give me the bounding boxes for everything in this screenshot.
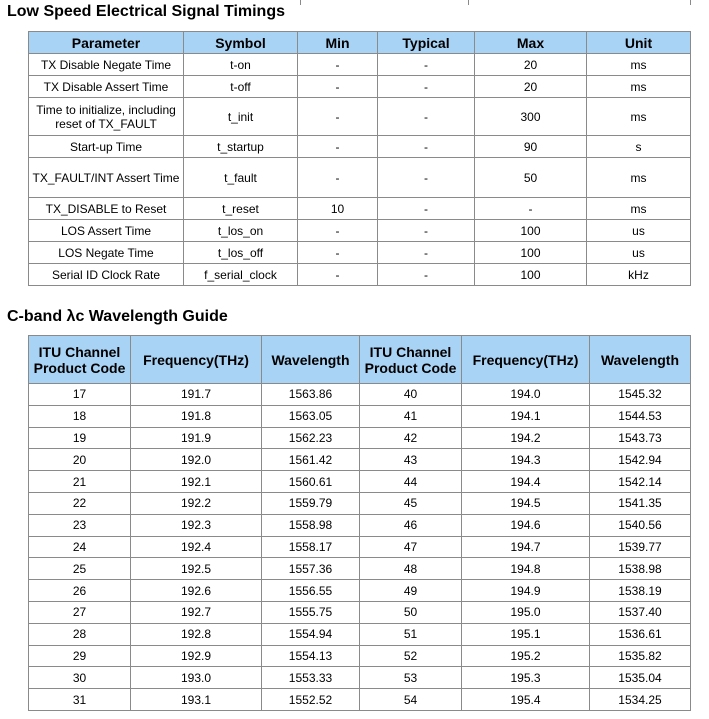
table-cell: 41: [360, 405, 462, 427]
table-cell: t_reset: [184, 198, 298, 220]
table-cell: -: [378, 136, 475, 158]
table-cell: 26: [29, 580, 131, 602]
table-cell: -: [298, 136, 378, 158]
table-cell: -: [298, 76, 378, 98]
table-cell: 194.3: [462, 449, 590, 471]
table-cell: 25: [29, 558, 131, 580]
table-cell: LOS Negate Time: [29, 242, 184, 264]
table-cell: 191.7: [131, 384, 262, 406]
table-cell: 47: [360, 536, 462, 558]
table-cell: 100: [475, 220, 587, 242]
column-header: ITU Channel Product Code: [360, 336, 462, 384]
table-cell: 49: [360, 580, 462, 602]
table-cell: f_serial_clock: [184, 264, 298, 286]
table-cell: ms: [587, 98, 691, 136]
table-row: [29, 264, 691, 286]
table-cell: 194.6: [462, 514, 590, 536]
table-cell: 1554.13: [262, 645, 360, 667]
table-cell: 1561.42: [262, 449, 360, 471]
table-cell: -: [378, 220, 475, 242]
table-cell: kHz: [587, 264, 691, 286]
table-cell: 19: [29, 427, 131, 449]
timings-table: [28, 31, 691, 286]
table-cell: 27: [29, 601, 131, 623]
table-cell: 1557.36: [262, 558, 360, 580]
table-cell: 23: [29, 514, 131, 536]
table-cell: 300: [475, 98, 587, 136]
table-cell: 192.5: [131, 558, 262, 580]
table-cell: -: [298, 98, 378, 136]
table-row: [29, 645, 691, 667]
column-header: Symbol: [184, 32, 298, 54]
table-cell: 195.3: [462, 667, 590, 689]
table-row: [29, 427, 691, 449]
table-cell: 31: [29, 689, 131, 711]
column-header: ITU Channel Product Code: [29, 336, 131, 384]
table-cell: 54: [360, 689, 462, 711]
table-row: [29, 689, 691, 711]
table-cell: 192.6: [131, 580, 262, 602]
grid-mark: [690, 0, 691, 5]
table-cell: 192.1: [131, 471, 262, 493]
table-cell: 191.9: [131, 427, 262, 449]
table-cell: 1545.32: [590, 384, 691, 406]
table-cell: TX_FAULT/INT Assert Time: [29, 158, 184, 198]
table-cell: -: [378, 98, 475, 136]
table-cell: 46: [360, 514, 462, 536]
table-cell: 45: [360, 492, 462, 514]
table-cell: 1554.94: [262, 623, 360, 645]
table-cell: 192.9: [131, 645, 262, 667]
table-cell: 194.9: [462, 580, 590, 602]
table-cell: -: [298, 264, 378, 286]
table-cell: Start-up Time: [29, 136, 184, 158]
table-row: [29, 580, 691, 602]
table-cell: 1559.79: [262, 492, 360, 514]
table-row: [29, 158, 691, 198]
table-cell: 193.0: [131, 667, 262, 689]
table-cell: 30: [29, 667, 131, 689]
table-cell: TX Disable Assert Time: [29, 76, 184, 98]
table-row: [29, 405, 691, 427]
table-cell: 1543.73: [590, 427, 691, 449]
table-cell: -: [298, 158, 378, 198]
table-cell: t-off: [184, 76, 298, 98]
table-cell: 192.2: [131, 492, 262, 514]
column-header: Unit: [587, 32, 691, 54]
table-cell: 1544.53: [590, 405, 691, 427]
table-cell: -: [298, 220, 378, 242]
table-cell: 20: [475, 76, 587, 98]
table-cell: 195.2: [462, 645, 590, 667]
timings-header-row: [29, 32, 691, 54]
table-cell: 1563.86: [262, 384, 360, 406]
section-title-timings: Low Speed Electrical Signal Timings: [7, 3, 285, 20]
table-cell: s: [587, 136, 691, 158]
table-cell: 90: [475, 136, 587, 158]
table-row: [29, 449, 691, 471]
table-cell: -: [475, 198, 587, 220]
table-cell: 1555.75: [262, 601, 360, 623]
table-row: [29, 136, 691, 158]
table-cell: 17: [29, 384, 131, 406]
table-cell: 192.0: [131, 449, 262, 471]
grid-mark: [300, 0, 301, 5]
table-row: [29, 242, 691, 264]
table-row: [29, 98, 691, 136]
table-row: [29, 667, 691, 689]
table-cell: 20: [29, 449, 131, 471]
table-cell: 1542.94: [590, 449, 691, 471]
table-row: [29, 384, 691, 406]
table-cell: 21: [29, 471, 131, 493]
table-cell: 195.4: [462, 689, 590, 711]
table-cell: -: [378, 198, 475, 220]
column-header: Frequency(THz): [462, 336, 590, 384]
column-header: Wavelength: [590, 336, 691, 384]
table-cell: 192.8: [131, 623, 262, 645]
table-cell: t-on: [184, 54, 298, 76]
table-cell: 1540.56: [590, 514, 691, 536]
table-cell: 1536.61: [590, 623, 691, 645]
table-cell: us: [587, 242, 691, 264]
table-cell: 44: [360, 471, 462, 493]
table-cell: t_los_on: [184, 220, 298, 242]
table-cell: 1556.55: [262, 580, 360, 602]
table-cell: 195.1: [462, 623, 590, 645]
column-header: Max: [475, 32, 587, 54]
table-cell: 191.8: [131, 405, 262, 427]
table-cell: 194.8: [462, 558, 590, 580]
column-header: Parameter: [29, 32, 184, 54]
table-row: [29, 623, 691, 645]
table-cell: 1553.33: [262, 667, 360, 689]
table-row: [29, 514, 691, 536]
table-cell: t_los_off: [184, 242, 298, 264]
table-cell: 1535.04: [590, 667, 691, 689]
table-cell: 22: [29, 492, 131, 514]
table-cell: t_fault: [184, 158, 298, 198]
table-cell: 50: [475, 158, 587, 198]
table-cell: Serial ID Clock Rate: [29, 264, 184, 286]
table-cell: TX_DISABLE to Reset: [29, 198, 184, 220]
table-row: [29, 471, 691, 493]
table-cell: 10: [298, 198, 378, 220]
table-cell: 1541.35: [590, 492, 691, 514]
table-cell: 40: [360, 384, 462, 406]
table-cell: us: [587, 220, 691, 242]
table-cell: 194.4: [462, 471, 590, 493]
table-cell: 1563.05: [262, 405, 360, 427]
table-cell: 42: [360, 427, 462, 449]
table-cell: Time to initialize, including reset of TX_FAULT: [29, 98, 184, 136]
table-cell: 51: [360, 623, 462, 645]
table-cell: TX Disable Negate Time: [29, 54, 184, 76]
table-cell: 1538.19: [590, 580, 691, 602]
table-cell: LOS Assert Time: [29, 220, 184, 242]
table-cell: 1539.77: [590, 536, 691, 558]
table-cell: 192.3: [131, 514, 262, 536]
table-cell: 1537.40: [590, 601, 691, 623]
table-cell: 192.4: [131, 536, 262, 558]
table-cell: -: [378, 242, 475, 264]
table-cell: ms: [587, 158, 691, 198]
table-cell: 192.7: [131, 601, 262, 623]
table-row: [29, 601, 691, 623]
table-cell: 48: [360, 558, 462, 580]
table-cell: ms: [587, 54, 691, 76]
table-cell: -: [378, 76, 475, 98]
table-cell: 100: [475, 264, 587, 286]
table-cell: 194.2: [462, 427, 590, 449]
table-cell: t_init: [184, 98, 298, 136]
table-cell: -: [378, 158, 475, 198]
table-row: [29, 220, 691, 242]
column-header: Frequency(THz): [131, 336, 262, 384]
table-cell: 20: [475, 54, 587, 76]
section-title-wavelength: C-band λc Wavelength Guide: [7, 308, 228, 325]
table-cell: 194.1: [462, 405, 590, 427]
table-cell: 1558.98: [262, 514, 360, 536]
table-cell: 194.0: [462, 384, 590, 406]
table-cell: 1538.98: [590, 558, 691, 580]
table-cell: 100: [475, 242, 587, 264]
table-cell: 50: [360, 601, 462, 623]
column-header: Min: [298, 32, 378, 54]
column-header: Wavelength: [262, 336, 360, 384]
table-cell: 29: [29, 645, 131, 667]
table-cell: 53: [360, 667, 462, 689]
table-cell: 28: [29, 623, 131, 645]
table-cell: ms: [587, 198, 691, 220]
table-row: [29, 54, 691, 76]
table-cell: 52: [360, 645, 462, 667]
table-cell: 194.7: [462, 536, 590, 558]
table-cell: 1535.82: [590, 645, 691, 667]
table-row: [29, 492, 691, 514]
table-cell: 18: [29, 405, 131, 427]
wavelength-header-row: [29, 336, 691, 384]
table-row: [29, 198, 691, 220]
table-row: [29, 76, 691, 98]
table-cell: ms: [587, 76, 691, 98]
table-cell: -: [378, 264, 475, 286]
table-cell: -: [298, 242, 378, 264]
table-cell: 1562.23: [262, 427, 360, 449]
table-cell: 1534.25: [590, 689, 691, 711]
grid-mark: [468, 0, 469, 5]
table-cell: -: [298, 54, 378, 76]
wavelength-table: [28, 335, 691, 711]
table-cell: 1558.17: [262, 536, 360, 558]
table-cell: 193.1: [131, 689, 262, 711]
table-cell: 1542.14: [590, 471, 691, 493]
column-header: Typical: [378, 32, 475, 54]
table-cell: 1560.61: [262, 471, 360, 493]
table-cell: 194.5: [462, 492, 590, 514]
table-cell: t_startup: [184, 136, 298, 158]
table-cell: -: [378, 54, 475, 76]
table-row: [29, 558, 691, 580]
table-cell: 1552.52: [262, 689, 360, 711]
table-cell: 195.0: [462, 601, 590, 623]
table-row: [29, 536, 691, 558]
table-cell: 43: [360, 449, 462, 471]
table-cell: 24: [29, 536, 131, 558]
